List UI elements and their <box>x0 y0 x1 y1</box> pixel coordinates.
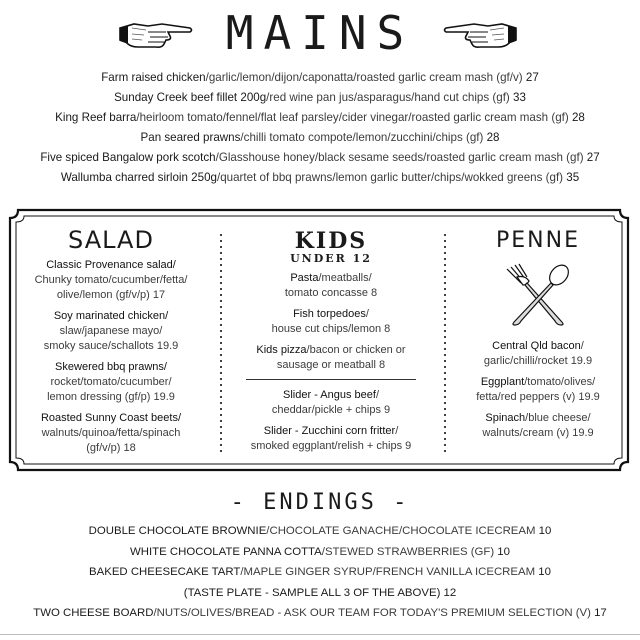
main-item-desc: /chilli tomato compote/lemon/zucchini/chips (gf) <box>240 131 484 144</box>
kids-divider <box>246 379 416 380</box>
ending-item-name: WHITE CHOCOLATE PANNA COTTA <box>130 545 322 558</box>
item-desc: olive/lemon (gf/v/p) 17 <box>56 289 166 301</box>
pointing-hand-left-icon <box>442 14 518 54</box>
kids-item <box>236 343 426 373</box>
penne-section <box>464 228 612 447</box>
main-item <box>0 108 640 128</box>
item-name: Skewered bbq prawns/ <box>55 361 167 373</box>
penne-item <box>464 411 612 441</box>
item-desc: slaw/japanese mayo/ <box>59 325 163 337</box>
ending-item-desc: /MAPLE GINGER SYRUP/FRENCH VANILLA ICECREAM <box>240 566 536 579</box>
penne-title: PENNE <box>496 228 580 253</box>
ending-item-price: 17 <box>590 607 607 620</box>
ending-item <box>0 583 640 604</box>
item-desc: smoky sauce/schallots 19.9 <box>43 340 179 352</box>
ending-item <box>0 562 640 583</box>
salad-section <box>22 226 200 462</box>
main-item-name: Sunday Creek beef fillet 200g <box>114 91 267 104</box>
slider-item <box>236 388 426 418</box>
item-desc: /meatballs/ <box>318 272 372 284</box>
item-desc: lemon dressing (gf/p) 19.9 <box>47 391 175 403</box>
endings-list <box>0 521 640 624</box>
item-name: Slider - Angus beef <box>282 389 376 401</box>
ending-item-desc: /NUTS/OLIVES/BREAD - ASK OUR TEAM FOR TODAY'S PREMIUM SELECTION (V) <box>153 607 591 620</box>
main-item <box>0 88 640 108</box>
main-item <box>0 128 640 148</box>
ending-item-price: 12 <box>440 586 457 599</box>
ending-item-desc: /CHOCOLATE GANACHE/CHOCOLATE ICECREAM <box>266 525 536 537</box>
item-name: Slider - Zucchini corn fritter <box>263 425 396 437</box>
item-desc: house cut chips/lemon 8 <box>271 323 391 335</box>
main-item-desc: /garlic/lemon/dijon/caponatta/roasted garlic cream mash (gf/v) <box>205 71 523 84</box>
ending-item-price: 10 <box>494 545 510 558</box>
ending-item <box>0 603 640 624</box>
salad-item <box>22 411 200 456</box>
kids-title: KIDS <box>294 228 368 254</box>
penne-item <box>464 375 612 405</box>
ending-item-price: 10 <box>535 525 552 537</box>
item-name: Pasta <box>290 272 319 284</box>
item-desc: walnuts/cream (v) 19.9 <box>482 427 594 439</box>
page-title: MAINS <box>225 6 415 60</box>
ending-item-name: BAKED CHEESECAKE TART <box>89 566 241 579</box>
item-desc: Chunky tomato/cucumber/fetta/ <box>34 274 188 286</box>
item-desc: walnuts/quinoa/fetta/spinach <box>41 427 181 439</box>
item-desc: tomato concasse 8 <box>284 287 378 299</box>
salad-title: SALAD <box>68 226 154 254</box>
item-desc: garlic/chilli/rocket 19.9 <box>483 355 593 367</box>
item-desc: (gf/v/p) 18 <box>86 442 136 454</box>
item-desc: smoked eggplant/relish + chips 9 <box>250 440 412 452</box>
main-item-name: Five spiced Bangalow pork scotch <box>40 151 216 164</box>
slider-item <box>236 424 426 454</box>
salad-item <box>22 360 200 405</box>
mains-list <box>0 68 640 188</box>
main-item-name: Wallumba charred sirloin 250g <box>60 171 217 184</box>
main-item <box>0 168 640 188</box>
main-item-price: 27 <box>583 151 600 164</box>
item-desc: / <box>375 389 379 401</box>
main-item-price: 28 <box>483 131 500 144</box>
main-item-desc: /red wine pan jus/asparagus/hand cut chips (gf) <box>266 91 510 104</box>
penne-item <box>464 339 612 369</box>
main-item-name: King Reef barra <box>55 111 137 124</box>
item-desc: cheddar/pickle + chips 9 <box>271 404 391 416</box>
ending-item-name: TWO CHEESE BOARD <box>33 607 154 620</box>
main-item-desc: /quartet of bbq prawns/lemon garlic butter/chips/wokked greens (gf) <box>216 171 564 184</box>
bottom-divider <box>0 634 640 635</box>
item-desc: / <box>395 425 399 437</box>
endings-title: - ENDINGS - <box>230 490 410 515</box>
item-desc: / <box>365 308 369 320</box>
item-desc: / <box>580 340 584 352</box>
fork-and-spoon-icon <box>503 263 573 327</box>
ending-item <box>0 542 640 563</box>
item-desc: rocket/tomato/cucumber/ <box>50 376 172 388</box>
main-item-desc: /heirloom tomato/fennel/flat leaf parsley/cider vinegar/roasted garlic cream mash (gf) <box>136 111 569 124</box>
ending-item-name: (TASTE PLATE - SAMPLE ALL 3 OF THE ABOVE) <box>183 586 441 599</box>
item-desc: /tomato/olives/ <box>524 376 596 388</box>
main-item-name: Pan seared prawns <box>140 131 241 144</box>
main-item-price: 28 <box>568 111 585 124</box>
item-name: Fish torpedoes <box>293 308 366 320</box>
item-name: Central Qld bacon <box>492 340 581 352</box>
item-desc: /blue cheese/ <box>525 412 591 424</box>
item-desc: sausage or meatball 8 <box>276 359 386 371</box>
item-name: Roasted Sunny Coast beets/ <box>40 412 182 424</box>
item-desc: /bacon or chicken or <box>306 344 406 356</box>
kids-subtitle: UNDER 12 <box>290 252 372 265</box>
item-name: Soy marinated chicken/ <box>53 310 169 322</box>
ending-item-name: DOUBLE CHOCOLATE BROWNIE <box>88 525 267 537</box>
ending-item-price: 10 <box>535 566 551 579</box>
main-item-price: 27 <box>522 71 539 84</box>
main-item-price: 35 <box>563 171 580 184</box>
main-item-price: 33 <box>509 91 526 104</box>
ending-item-desc: /STEWED STRAWBERRIES (GF) <box>321 545 495 558</box>
main-item-name: Farm raised chicken <box>101 71 206 84</box>
item-name: Kids pizza <box>256 344 307 356</box>
item-name: Spinach <box>485 412 526 424</box>
ending-item <box>0 521 640 542</box>
kids-section <box>236 230 426 460</box>
main-item-desc: /Glasshouse honey/black sesame seeds/roasted garlic cream mash (gf) <box>215 151 584 164</box>
item-desc: fetta/red peppers (v) 19.9 <box>476 391 600 403</box>
item-name: Classic Provenance salad/ <box>46 259 176 271</box>
main-item <box>0 148 640 168</box>
main-item <box>0 68 640 88</box>
item-name: Eggplant <box>480 376 525 388</box>
kids-item <box>236 307 426 337</box>
kids-item <box>236 271 426 301</box>
salad-item <box>22 258 200 303</box>
salad-item <box>22 309 200 354</box>
